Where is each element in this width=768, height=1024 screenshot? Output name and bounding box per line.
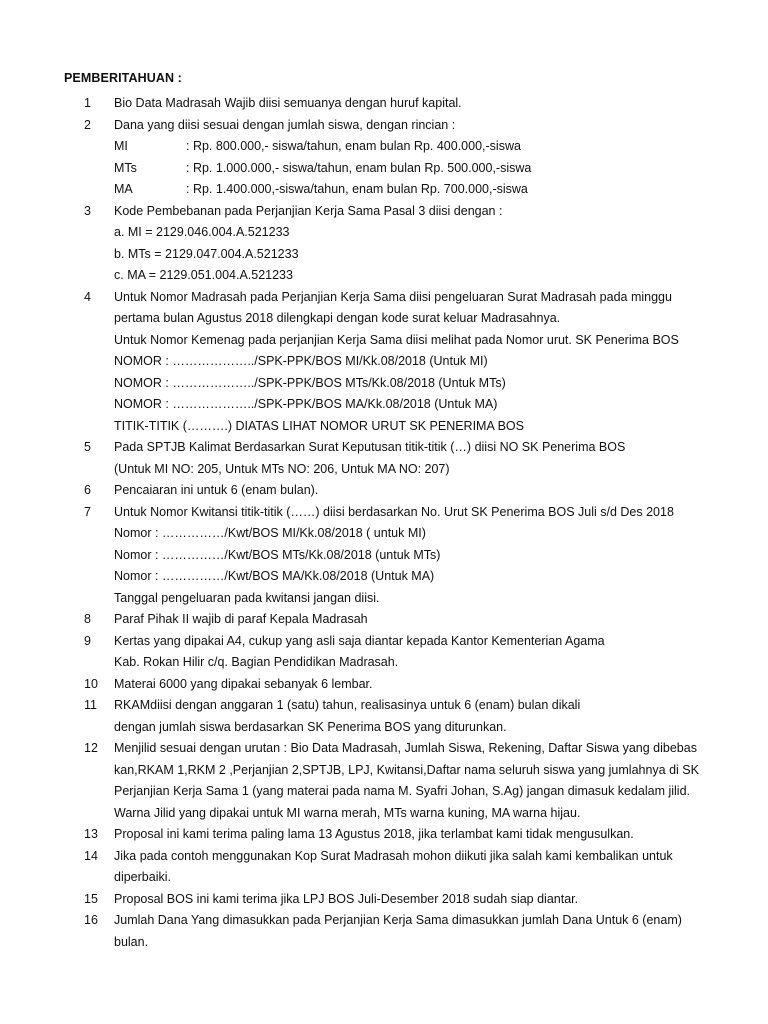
list-item xyxy=(0,889,768,911)
item-text-line: Warna Jilid yang dipakai untuk MI warna merah, MTs warna kuning, MA warna hijau. xyxy=(114,805,581,820)
list-item xyxy=(0,93,768,115)
item-number: 11 xyxy=(84,698,97,712)
item-number: 12 xyxy=(84,741,98,755)
item-text-line: diperbaiki. xyxy=(114,870,171,884)
item-text-line: c. MA = 2129.051.004.A.521233 xyxy=(114,268,293,282)
item-text-line: Kertas yang dipakai A4, cukup yang asli saja diantar kepada Kantor Kementerian Agama xyxy=(114,633,605,648)
rate-label: MA xyxy=(114,182,133,196)
rate-row xyxy=(114,158,768,180)
item-text-line: Jika pada contoh menggunakan Kop Surat Madrasah mohon diikuti jika salah kami kembalikan untuk xyxy=(114,848,673,863)
list-item xyxy=(0,502,768,610)
item-text-line: bulan. xyxy=(114,934,149,949)
item-text-line: Pencaiaran ini untuk 6 (enam bulan). xyxy=(114,483,319,497)
page-title: PEMBERITAHUAN : xyxy=(64,71,182,85)
list-item xyxy=(0,846,768,889)
item-number: 4 xyxy=(84,289,91,304)
item-number: 16 xyxy=(84,913,98,927)
item-text-line: NOMOR : ………………../SPK-PPK/BOS MTs/Kk.08/2018 (Untuk MTs) xyxy=(114,375,506,390)
list-item xyxy=(0,824,768,846)
rate-text: : Rp. 1.000.000,- siswa/tahun, enam bulan Rp. 500.000,-siswa xyxy=(186,160,532,175)
list-item xyxy=(0,738,768,824)
item-text-line: Kode Pembebanan pada Perjanjian Kerja Sama Pasal 3 diisi dengan : xyxy=(114,203,503,218)
rate-label: MI xyxy=(114,139,128,153)
item-number: 2 xyxy=(84,117,91,132)
item-text-line: Menjilid sesuai dengan urutan : Bio Data Madrasah, Jumlah Siswa, Rekening, Daftar Siswa yang dibebas xyxy=(114,741,697,755)
item-text-line: Materai 6000 yang dipakai sebanyak 6 lembar. xyxy=(114,676,373,691)
item-text-line: a. MI = 2129.046.004.A.521233 xyxy=(114,225,290,239)
item-number: 1 xyxy=(84,96,91,110)
list-item xyxy=(0,674,768,696)
rate-row xyxy=(114,136,768,158)
item-text-line: Tanggal pengeluaran pada kwitansi jangan diisi. xyxy=(114,590,380,605)
item-number: 7 xyxy=(84,504,91,519)
item-text-line: Kab. Rokan Hilir c/q. Bagian Pendidikan Madrasah. xyxy=(114,655,399,669)
item-number: 14 xyxy=(84,848,98,863)
notice-list xyxy=(0,93,768,953)
item-text-line: Nomor : ……………/Kwt/BOS MA/Kk.08/2018 (Untuk MA) xyxy=(114,569,435,583)
item-text-line: Nomor : ……………/Kwt/BOS MI/Kk.08/2018 ( untuk MI) xyxy=(114,526,426,540)
list-item xyxy=(0,287,768,438)
item-number: 10 xyxy=(84,676,98,691)
item-text-line: Proposal BOS ini kami terima jika LPJ BOS Juli-Desember 2018 sudah siap diantar. xyxy=(114,891,579,906)
rate-text: : Rp. 800.000,- siswa/tahun, enam bulan Rp. 400.000,-siswa xyxy=(186,139,521,153)
list-item xyxy=(0,695,768,738)
list-item xyxy=(0,115,768,201)
item-text-line: (Untuk MI NO: 205, Untuk MTs NO: 206, Untuk MA NO: 207) xyxy=(114,461,450,476)
item-text-line: Perjanjian Kerja Sama 1 (yang materai pada nama M. Syafri Johan, S.Ag) jangan dimasuk kedalam jilid. xyxy=(114,784,690,798)
item-number: 6 xyxy=(84,483,91,497)
item-number: 8 xyxy=(84,612,91,626)
item-number: 13 xyxy=(84,827,98,841)
list-item xyxy=(0,201,768,287)
item-text-line: dengan jumlah siswa berdasarkan SK Penerima BOS yang diturunkan. xyxy=(114,719,507,734)
rate-row xyxy=(114,179,768,201)
item-number: 3 xyxy=(84,203,91,218)
rate-label: MTs xyxy=(114,160,137,175)
item-text-line: Untuk Nomor Madrasah pada Perjanjian Kerja Sama diisi pengeluaran Surat Madrasah pada minggu xyxy=(114,289,672,304)
item-text-line: Paraf Pihak II wajib di paraf Kepala Madrasah xyxy=(114,612,368,626)
list-item xyxy=(0,437,768,480)
item-text-line: Pada SPTJB Kalimat Berdasarkan Surat Keputusan titik-titik (…) diisi NO SK Penerima BOS xyxy=(114,440,626,454)
item-text-line: Dana yang diisi sesuai dengan jumlah siswa, dengan rincian : xyxy=(114,117,456,132)
list-item xyxy=(0,631,768,674)
item-text-line: pertama bulan Agustus 2018 dilengkapi dengan kode surat keluar Madrasahnya. xyxy=(114,311,561,325)
list-item xyxy=(0,480,768,502)
item-text-line: RKAMdiisi dengan anggaran 1 (satu) tahun, realisasinya untuk 6 (enam) bulan dikali xyxy=(114,698,581,712)
item-text-line: Untuk Nomor Kemenag pada perjanjian Kerja Sama diisi melihat pada Nomor urut. SK Penerima BOS xyxy=(114,332,679,347)
item-text-line: TITIK-TITIK (……….) DIATAS LIHAT NOMOR URUT SK PENERIMA BOS xyxy=(114,418,524,433)
rate-text: : Rp. 1.400.000,-siswa/tahun, enam bulan Rp. 700.000,-siswa xyxy=(186,182,528,196)
item-text-line: Jumlah Dana Yang dimasukkan pada Perjanjian Kerja Sama dimasukkan jumlah Dana Untuk 6 (enam) xyxy=(114,913,682,927)
item-text-line: Nomor : ……………/Kwt/BOS MTs/Kk.08/2018 (untuk MTs) xyxy=(114,547,441,562)
item-number: 15 xyxy=(84,891,98,906)
list-item xyxy=(0,910,768,953)
item-text-line: Proposal ini kami terima paling lama 13 Agustus 2018, jika terlambat kami tidak mengusulkan. xyxy=(114,827,634,841)
item-text-line: NOMOR : ………………../SPK-PPK/BOS MA/Kk.08/2018 (Untuk MA) xyxy=(114,397,498,411)
item-number: 5 xyxy=(84,440,91,454)
item-text-line: b. MTs = 2129.047.004.A.521233 xyxy=(114,246,299,261)
item-text-line: Bio Data Madrasah Wajib diisi semuanya dengan huruf kapital. xyxy=(114,96,462,110)
item-text-line: NOMOR : ………………../SPK-PPK/BOS MI/Kk.08/2018 (Untuk MI) xyxy=(114,354,488,368)
list-item xyxy=(0,609,768,631)
item-number: 9 xyxy=(84,633,91,648)
item-text-line: kan,RKAM 1,RKM 2 ,Perjanjian 2,SPTJB, LPJ, Kwitansi,Daftar nama seluruh siswa yang jumlahnya di SK xyxy=(114,762,699,777)
item-text-line: Untuk Nomor Kwitansi titik-titik (……) diisi berdasarkan No. Urut SK Penerima BOS Juli s/d Des 2018 xyxy=(114,504,674,519)
